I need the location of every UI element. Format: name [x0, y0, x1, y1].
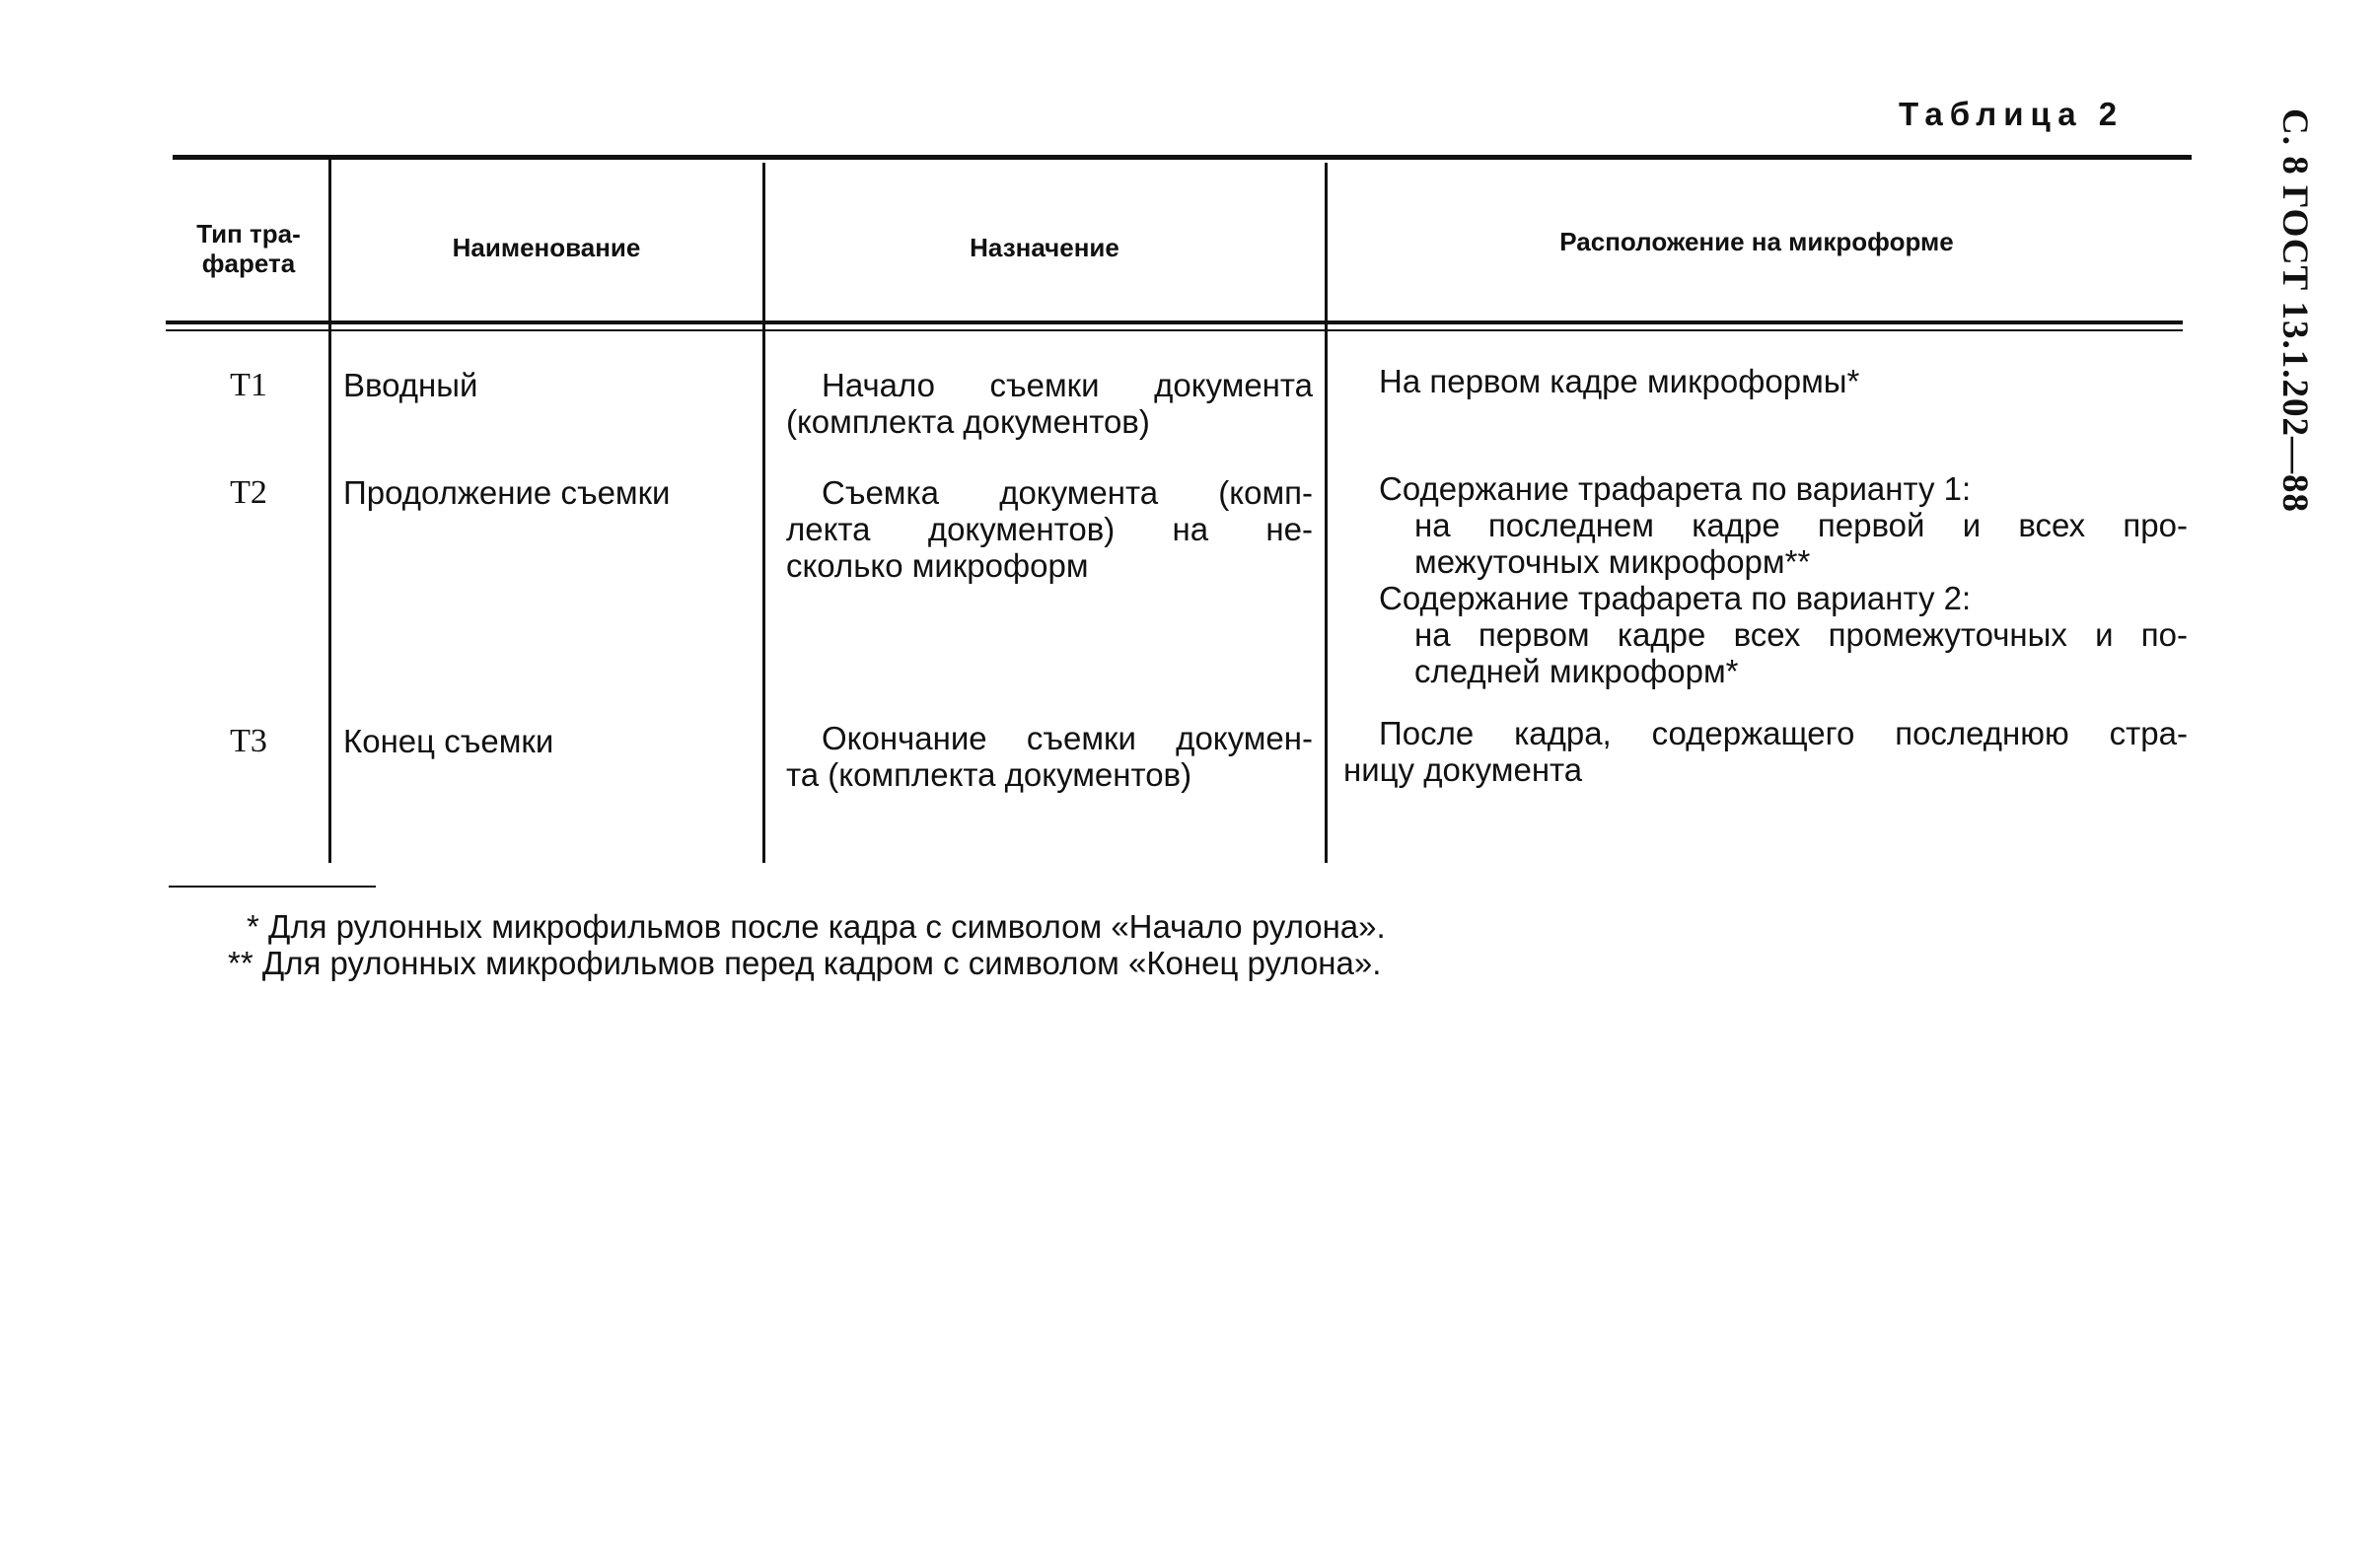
row-1-purpose-line-2: (комплекта документов) — [786, 403, 1150, 440]
row-3-place-line-2: ницу документа — [1343, 751, 1583, 788]
row-2-name: Продолжение съемки — [343, 474, 671, 511]
row-2-place — [1379, 470, 2188, 689]
row-3-purpose-rest — [786, 756, 1313, 793]
row-1-place — [1379, 363, 2188, 399]
row-3-place-cont — [1343, 751, 2188, 788]
table-top-rule — [173, 155, 2192, 160]
row-2-place-line-4: Содержание трафарета по варианту 2: — [1379, 580, 1972, 616]
row-2-place-line-5: на первом кадре всех промежуточных и по- — [1414, 616, 2188, 653]
column-header-place: Расположение на микроформе — [1559, 227, 1954, 256]
row-2-place-line-6: следней микроформ* — [1414, 653, 1739, 689]
row-2-purpose-line-3: сколько микроформ — [786, 547, 1089, 584]
row-3-name: Конец съемки — [343, 723, 554, 759]
row-2-place-line-1: Содержание трафарета по варианту 1: — [1379, 470, 1972, 507]
column-header-type-line1: Тип тра- — [196, 219, 301, 249]
column-divider-2 — [762, 163, 765, 863]
header-separator-rule — [166, 320, 2183, 324]
row-2-place-line-2: на последнем кадре первой и всех про- — [1414, 507, 2188, 543]
row-3-place — [1379, 715, 2188, 751]
column-header-type — [170, 219, 327, 278]
row-1-type: Т1 — [230, 367, 267, 403]
row-2-purpose-line-2: лекта документов) на не- — [786, 511, 1313, 547]
row-1-place-line-1: На первом кадре микроформы* — [1379, 363, 1860, 399]
footnote-separator — [169, 886, 376, 888]
row-3-purpose-line-2: та (комплекта документов) — [786, 756, 1192, 793]
footnote-2: ** Для рулонных микрофильмов перед кадром с символом «Конец рулона». — [228, 945, 1382, 981]
row-2-purpose-line-1: Съемка документа (комп- — [822, 474, 1313, 511]
column-header-purpose: Назначение — [970, 233, 1119, 262]
column-divider-1 — [328, 160, 331, 863]
column-header-type-line2: фарета — [201, 249, 296, 278]
row-2-purpose-rest — [786, 511, 1313, 584]
row-3-purpose-line-1: Окончание съемки докумен- — [822, 720, 1313, 756]
row-2-place-line-3: межуточных микроформ** — [1414, 543, 1811, 580]
page-header-vertical: С. 8 ГОСТ 13.1.202—88 — [2274, 108, 2315, 513]
header-separator-rule-thin — [166, 329, 2183, 331]
row-1-purpose-line-1: Начало съемки документа — [822, 367, 1313, 403]
row-2-type: Т2 — [230, 474, 267, 511]
column-divider-3 — [1325, 163, 1328, 863]
table-caption: Таблица 2 — [1899, 96, 2125, 132]
footnote-1: * Для рулонных микрофильмов после кадра с символом «Начало рулона». — [247, 908, 1386, 945]
column-header-name: Наименование — [452, 233, 641, 262]
row-1-purpose — [822, 367, 1313, 403]
row-1-name: Вводный — [343, 367, 478, 403]
row-2-purpose-first — [822, 474, 1313, 511]
row-1-purpose-cont — [786, 403, 1313, 440]
row-3-type: Т3 — [230, 723, 267, 759]
row-3-purpose-first — [822, 720, 1313, 756]
row-3-place-line-1: После кадра, содержащего последнюю стра- — [1379, 715, 2188, 751]
